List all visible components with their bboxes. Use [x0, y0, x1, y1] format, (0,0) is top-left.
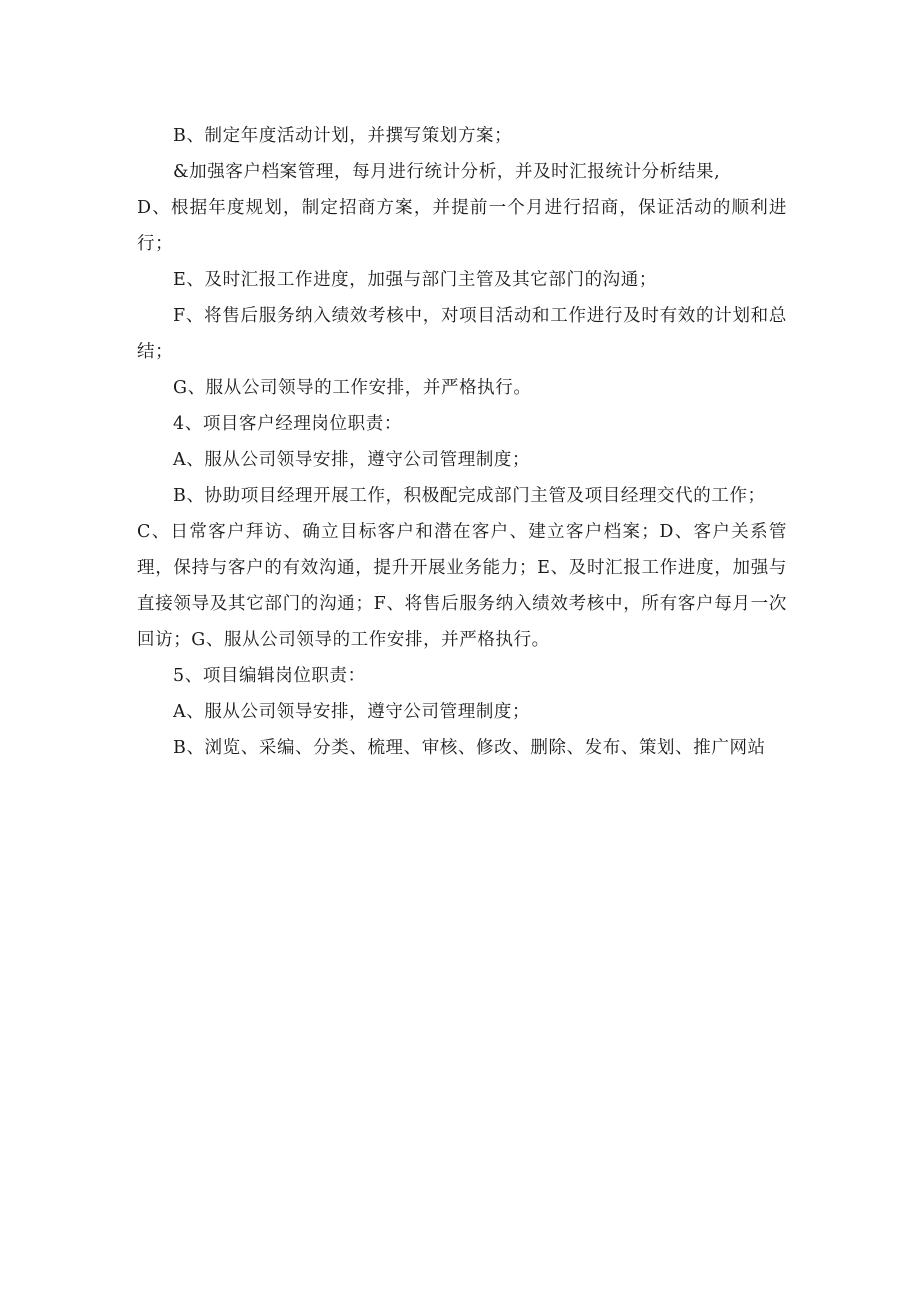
paragraph-editor-a: A、服从公司领导安排，遵守公司管理制度；	[173, 702, 531, 722]
paragraph-archive: &加强客户档案管理，每月进行统计分析，并及时汇报统计分析结果,	[173, 162, 721, 182]
paragraph-plan: B、制定年度活动计划，并撰写策划方案；	[173, 126, 513, 146]
paragraph-customer-c-to-g: C、日常客户拜访、确立目标客户和潜在客户、建立客户档案；D、客户关系管理，保持与客户的有效沟通，提升开展业务能力；E、及时汇报工作进度，加强与直接领导及其它部门的沟通；F、将售后服务纳入绩效考核中，所有客户每月一次回访；G、服从公司领导的工作安排，并严格执行。	[137, 522, 787, 650]
paragraph-editor-b: B、浏览、采编、分类、梳理、审核、修改、删除、发布、策划、推广网站	[173, 738, 766, 758]
paragraph-after-sales: F、将售后服务纳入绩效考核中，对项目活动和工作进行及时有效的计划和总结；	[137, 306, 787, 362]
paragraph-customer-a: A、服从公司领导安排，遵守公司管理制度；	[173, 450, 531, 470]
section-heading-editor: 5、项目编辑岗位职责：	[173, 666, 366, 686]
paragraph-obey: G、服从公司领导的工作安排，并严格执行。	[173, 378, 532, 398]
paragraph-customer-b: B、协助项目经理开展工作，积极配完成部门主管及项目经理交代的工作；	[173, 486, 766, 506]
document-body	[137, 118, 787, 766]
paragraph-investment: D、根据年度规划，制定招商方案，并提前一个月进行招商，保证活动的顺利进行；	[137, 198, 787, 254]
section-heading-customer-manager: 4、项目客户经理岗位职责：	[173, 414, 402, 434]
paragraph-report: E、及时汇报工作进度，加强与部门主管及其它部门的沟通；	[173, 270, 657, 290]
